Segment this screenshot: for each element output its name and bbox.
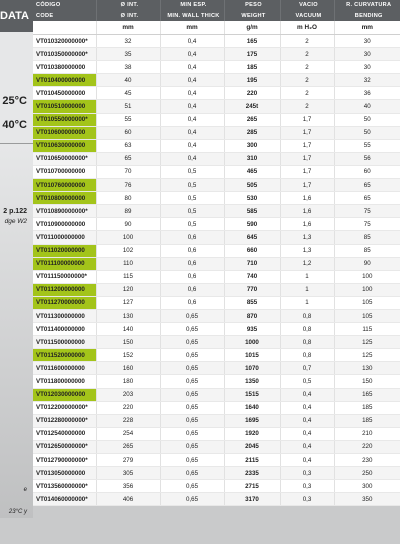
code-cell: VT010630000000 <box>33 139 96 152</box>
inner-diameter-cell: 120 <box>96 283 160 296</box>
table-row <box>33 401 400 414</box>
inner-diameter-cell: 152 <box>96 349 160 362</box>
code-cell: VT011200000000 <box>33 283 96 296</box>
wall-thickness-cell: 0,65 <box>160 401 224 414</box>
wall-thickness-cell: 0,5 <box>160 165 224 178</box>
weight-cell: 2715 <box>224 480 280 493</box>
code-cell: VT010350000000* <box>33 48 96 61</box>
wall-thickness-cell: 0,4 <box>160 126 224 139</box>
code-cell: VT011000000000 <box>33 231 96 244</box>
temperature-label-2: 40°C <box>2 119 27 131</box>
code-cell: VT010320000000* <box>33 35 96 48</box>
bending-radius-cell: 30 <box>334 61 400 74</box>
weight-cell: 165 <box>224 35 280 48</box>
bending-radius-cell: 36 <box>334 87 400 100</box>
wall-thickness-cell: 0,4 <box>160 35 224 48</box>
vacuum-cell: 0,4 <box>280 454 334 467</box>
column-header-bending-en: BENDING <box>334 11 400 22</box>
sidebar-header: DATA <box>0 0 33 32</box>
vacuum-cell: 1,7 <box>280 179 334 192</box>
bending-radius-cell: 65 <box>334 179 400 192</box>
wall-thickness-cell: 0,6 <box>160 231 224 244</box>
vacuum-cell: 0,8 <box>280 309 334 322</box>
weight-cell: 245t <box>224 100 280 113</box>
bending-radius-cell: 165 <box>334 388 400 401</box>
bending-radius-cell: 125 <box>334 349 400 362</box>
table-row <box>33 87 400 100</box>
vacuum-cell: 0,7 <box>280 362 334 375</box>
code-cell: VT012030000000 <box>33 388 96 401</box>
bending-radius-cell: 65 <box>334 192 400 205</box>
vacuum-cell: 1,7 <box>280 152 334 165</box>
sidebar-reference-note: dge W2 <box>4 218 27 225</box>
wall-thickness-cell: 0,65 <box>160 336 224 349</box>
vacuum-cell: 1,3 <box>280 231 334 244</box>
code-cell: VT010400000000 <box>33 74 96 87</box>
header-row-spanish <box>33 0 400 11</box>
vacuum-cell: 0,4 <box>280 401 334 414</box>
vacuum-cell: 1 <box>280 283 334 296</box>
code-cell: VT011020000000 <box>33 244 96 257</box>
wall-thickness-cell: 0,6 <box>160 270 224 283</box>
table-row <box>33 309 400 322</box>
inner-diameter-cell: 228 <box>96 414 160 427</box>
wall-thickness-cell: 0,4 <box>160 139 224 152</box>
weight-cell: 1350 <box>224 375 280 388</box>
weight-cell: 585 <box>224 205 280 218</box>
inner-diameter-cell: 130 <box>96 309 160 322</box>
code-cell: VT011150000000* <box>33 270 96 283</box>
vacuum-cell: 0,5 <box>280 375 334 388</box>
code-cell: VT014060000000* <box>33 493 96 506</box>
inner-diameter-cell: 45 <box>96 87 160 100</box>
sidebar-divider <box>0 143 33 144</box>
inner-diameter-cell: 63 <box>96 139 160 152</box>
code-cell: VT011500000000 <box>33 336 96 349</box>
column-header-wall: MIN ESP. <box>160 0 224 11</box>
column-header-diameter-en: Ø INT. <box>96 11 160 22</box>
unit-diameter: mm <box>96 21 160 35</box>
inner-diameter-cell: 254 <box>96 427 160 440</box>
table-row <box>33 296 400 309</box>
code-cell: VT011600000000 <box>33 362 96 375</box>
table-row <box>33 336 400 349</box>
code-cell: VT012790000000* <box>33 454 96 467</box>
weight-cell: 660 <box>224 244 280 257</box>
unit-weight: g/m <box>224 21 280 35</box>
vacuum-cell: 1,2 <box>280 257 334 270</box>
table-row <box>33 257 400 270</box>
vacuum-cell: 2 <box>280 74 334 87</box>
wall-thickness-cell: 0,4 <box>160 87 224 100</box>
bending-radius-cell: 85 <box>334 244 400 257</box>
wall-thickness-cell: 0,4 <box>160 113 224 126</box>
table-row <box>33 205 400 218</box>
wall-thickness-cell: 0,5 <box>160 205 224 218</box>
column-header-vacuum-en: VACUUM <box>280 11 334 22</box>
column-header-weight-en: WEIGHT <box>224 11 280 22</box>
bending-radius-cell: 75 <box>334 218 400 231</box>
vacuum-cell: 1,3 <box>280 244 334 257</box>
bending-radius-cell: 350 <box>334 493 400 506</box>
weight-cell: 1695 <box>224 414 280 427</box>
inner-diameter-cell: 76 <box>96 179 160 192</box>
table-row <box>33 192 400 205</box>
table-row <box>33 388 400 401</box>
weight-cell: 740 <box>224 270 280 283</box>
vacuum-cell: 1,7 <box>280 139 334 152</box>
column-header-diameter: Ø INT. <box>96 0 160 11</box>
bending-radius-cell: 150 <box>334 375 400 388</box>
vacuum-cell: 2 <box>280 87 334 100</box>
weight-cell: 1070 <box>224 362 280 375</box>
code-cell: VT012540000000 <box>33 427 96 440</box>
code-cell: VT013560000000* <box>33 480 96 493</box>
weight-cell: 185 <box>224 61 280 74</box>
wall-thickness-cell: 0,65 <box>160 480 224 493</box>
table-row <box>33 283 400 296</box>
sidebar-note-2: 23°C y <box>8 509 27 515</box>
weight-cell: 770 <box>224 283 280 296</box>
bending-radius-cell: 30 <box>334 48 400 61</box>
wall-thickness-cell: 0,65 <box>160 467 224 480</box>
inner-diameter-cell: 279 <box>96 454 160 467</box>
wall-thickness-cell: 0,6 <box>160 244 224 257</box>
column-header-bending: R. CURVATURA <box>334 0 400 11</box>
weight-cell: 645 <box>224 231 280 244</box>
weight-cell: 220 <box>224 87 280 100</box>
technical-data-table-container <box>33 0 400 506</box>
weight-cell: 710 <box>224 257 280 270</box>
vacuum-cell: 1,6 <box>280 192 334 205</box>
code-cell: VT011300000000 <box>33 309 96 322</box>
inner-diameter-cell: 127 <box>96 296 160 309</box>
table-row <box>33 231 400 244</box>
weight-cell: 3170 <box>224 493 280 506</box>
wall-thickness-cell: 0,65 <box>160 309 224 322</box>
inner-diameter-cell: 110 <box>96 257 160 270</box>
wall-thickness-cell: 0,6 <box>160 296 224 309</box>
table-row <box>33 427 400 440</box>
code-cell: VT010890000000* <box>33 205 96 218</box>
unit-vacuum: m H₂O <box>280 21 334 35</box>
bending-radius-cell: 105 <box>334 296 400 309</box>
inner-diameter-cell: 55 <box>96 113 160 126</box>
vacuum-cell: 0,3 <box>280 493 334 506</box>
vacuum-cell: 0,8 <box>280 349 334 362</box>
bending-radius-cell: 60 <box>334 165 400 178</box>
vacuum-cell: 2 <box>280 61 334 74</box>
sidebar-panel <box>0 0 33 518</box>
bending-radius-cell: 50 <box>334 126 400 139</box>
vacuum-cell: 2 <box>280 35 334 48</box>
code-cell: VT010380000000 <box>33 61 96 74</box>
inner-diameter-cell: 356 <box>96 480 160 493</box>
vacuum-cell: 0,3 <box>280 480 334 493</box>
code-cell: VT010760000000 <box>33 179 96 192</box>
inner-diameter-cell: 32 <box>96 35 160 48</box>
bending-radius-cell: 220 <box>334 440 400 453</box>
weight-cell: 590 <box>224 218 280 231</box>
vacuum-cell: 2 <box>280 100 334 113</box>
wall-thickness-cell: 0,65 <box>160 427 224 440</box>
code-cell: VT011520000000 <box>33 349 96 362</box>
table-row <box>33 454 400 467</box>
inner-diameter-cell: 100 <box>96 231 160 244</box>
code-cell: VT010900000000 <box>33 218 96 231</box>
table-row <box>33 244 400 257</box>
vacuum-cell: 0,4 <box>280 388 334 401</box>
vacuum-cell: 1,6 <box>280 205 334 218</box>
weight-cell: 870 <box>224 309 280 322</box>
weight-cell: 310 <box>224 152 280 165</box>
column-header-wall-en: MIN. WALL THICK <box>160 11 224 22</box>
column-header-code: CÓDIGO <box>33 0 96 11</box>
inner-diameter-cell: 38 <box>96 61 160 74</box>
inner-diameter-cell: 60 <box>96 126 160 139</box>
inner-diameter-cell: 80 <box>96 192 160 205</box>
inner-diameter-cell: 90 <box>96 218 160 231</box>
code-cell: VT010450000000 <box>33 87 96 100</box>
table-row <box>33 165 400 178</box>
vacuum-cell: 1,7 <box>280 165 334 178</box>
code-cell: VT010600000000 <box>33 126 96 139</box>
weight-cell: 300 <box>224 139 280 152</box>
weight-cell: 530 <box>224 192 280 205</box>
code-cell: VT011800000000 <box>33 375 96 388</box>
wall-thickness-cell: 0,65 <box>160 414 224 427</box>
wall-thickness-cell: 0,65 <box>160 454 224 467</box>
column-header-code-en: CODE <box>33 11 96 22</box>
header-row-english <box>33 11 400 22</box>
wall-thickness-cell: 0,4 <box>160 74 224 87</box>
unit-wall: mm <box>160 21 224 35</box>
code-cell: VT010550000000* <box>33 113 96 126</box>
weight-cell: 2115 <box>224 454 280 467</box>
bending-radius-cell: 185 <box>334 414 400 427</box>
wall-thickness-cell: 0,5 <box>160 192 224 205</box>
bending-radius-cell: 90 <box>334 257 400 270</box>
table-row <box>33 349 400 362</box>
vacuum-cell: 1,7 <box>280 113 334 126</box>
weight-cell: 265 <box>224 113 280 126</box>
wall-thickness-cell: 0,6 <box>160 283 224 296</box>
bending-radius-cell: 105 <box>334 309 400 322</box>
code-cell: VT011100000000 <box>33 257 96 270</box>
bending-radius-cell: 30 <box>334 35 400 48</box>
wall-thickness-cell: 0,4 <box>160 100 224 113</box>
bending-radius-cell: 300 <box>334 480 400 493</box>
table-row <box>33 467 400 480</box>
inner-diameter-cell: 115 <box>96 270 160 283</box>
wall-thickness-cell: 0,6 <box>160 257 224 270</box>
column-header-weight: PESO <box>224 0 280 11</box>
weight-cell: 2045 <box>224 440 280 453</box>
inner-diameter-cell: 40 <box>96 74 160 87</box>
inner-diameter-cell: 265 <box>96 440 160 453</box>
vacuum-cell: 0,4 <box>280 440 334 453</box>
bending-radius-cell: 100 <box>334 283 400 296</box>
wall-thickness-cell: 0,4 <box>160 152 224 165</box>
weight-cell: 855 <box>224 296 280 309</box>
bending-radius-cell: 85 <box>334 231 400 244</box>
table-row <box>33 152 400 165</box>
vacuum-cell: 0,4 <box>280 414 334 427</box>
inner-diameter-cell: 70 <box>96 165 160 178</box>
bending-radius-cell: 100 <box>334 270 400 283</box>
inner-diameter-cell: 160 <box>96 362 160 375</box>
table-row <box>33 440 400 453</box>
table-row <box>33 493 400 506</box>
weight-cell: 935 <box>224 323 280 336</box>
unit-code <box>33 21 96 35</box>
unit-bending: mm <box>334 21 400 35</box>
bending-radius-cell: 185 <box>334 401 400 414</box>
inner-diameter-cell: 51 <box>96 100 160 113</box>
vacuum-cell: 1,6 <box>280 218 334 231</box>
code-cell: VT010700000000 <box>33 165 96 178</box>
inner-diameter-cell: 203 <box>96 388 160 401</box>
wall-thickness-cell: 0,65 <box>160 388 224 401</box>
vacuum-cell: 1 <box>280 296 334 309</box>
table-row <box>33 179 400 192</box>
table-row <box>33 323 400 336</box>
wall-thickness-cell: 0,4 <box>160 48 224 61</box>
units-row <box>33 21 400 35</box>
inner-diameter-cell: 65 <box>96 152 160 165</box>
inner-diameter-cell: 220 <box>96 401 160 414</box>
vacuum-cell: 0,3 <box>280 467 334 480</box>
weight-cell: 195 <box>224 74 280 87</box>
code-cell: VT012650000000* <box>33 440 96 453</box>
bending-radius-cell: 55 <box>334 139 400 152</box>
bending-radius-cell: 32 <box>334 74 400 87</box>
table-row <box>33 218 400 231</box>
wall-thickness-cell: 0,4 <box>160 61 224 74</box>
table-row <box>33 100 400 113</box>
table-row <box>33 126 400 139</box>
weight-cell: 505 <box>224 179 280 192</box>
vacuum-cell: 1,7 <box>280 126 334 139</box>
column-header-vacuum: VACIO <box>280 0 334 11</box>
weight-cell: 1515 <box>224 388 280 401</box>
vacuum-cell: 0,4 <box>280 427 334 440</box>
weight-cell: 2335 <box>224 467 280 480</box>
inner-diameter-cell: 406 <box>96 493 160 506</box>
table-row <box>33 270 400 283</box>
bending-radius-cell: 75 <box>334 205 400 218</box>
table-row <box>33 480 400 493</box>
code-cell: VT011400000000 <box>33 323 96 336</box>
weight-cell: 1015 <box>224 349 280 362</box>
inner-diameter-cell: 102 <box>96 244 160 257</box>
vacuum-cell: 0,8 <box>280 323 334 336</box>
table-row <box>33 362 400 375</box>
weight-cell: 1000 <box>224 336 280 349</box>
bending-radius-cell: 115 <box>334 323 400 336</box>
table-row <box>33 74 400 87</box>
code-cell: VT010800000000 <box>33 192 96 205</box>
bending-radius-cell: 250 <box>334 467 400 480</box>
vacuum-cell: 0,8 <box>280 336 334 349</box>
wall-thickness-cell: 0,65 <box>160 493 224 506</box>
wall-thickness-cell: 0,65 <box>160 440 224 453</box>
weight-cell: 1920 <box>224 427 280 440</box>
wall-thickness-cell: 0,65 <box>160 375 224 388</box>
table-row <box>33 414 400 427</box>
wall-thickness-cell: 0,65 <box>160 349 224 362</box>
code-cell: VT012200000000* <box>33 401 96 414</box>
bending-radius-cell: 210 <box>334 427 400 440</box>
inner-diameter-cell: 35 <box>96 48 160 61</box>
inner-diameter-cell: 89 <box>96 205 160 218</box>
bending-radius-cell: 125 <box>334 336 400 349</box>
inner-diameter-cell: 140 <box>96 323 160 336</box>
bending-radius-cell: 130 <box>334 362 400 375</box>
weight-cell: 175 <box>224 48 280 61</box>
inner-diameter-cell: 305 <box>96 467 160 480</box>
sidebar-reference: 2 p.122 <box>3 208 27 215</box>
wall-thickness-cell: 0,65 <box>160 362 224 375</box>
weight-cell: 465 <box>224 165 280 178</box>
wall-thickness-cell: 0,65 <box>160 323 224 336</box>
table-row <box>33 48 400 61</box>
sidebar-note-1: e <box>23 487 27 493</box>
page-footer-band <box>0 518 400 544</box>
weight-cell: 1640 <box>224 401 280 414</box>
table-row <box>33 35 400 48</box>
bending-radius-cell: 56 <box>334 152 400 165</box>
table-row <box>33 375 400 388</box>
code-cell: VT010510000000 <box>33 100 96 113</box>
code-cell: VT011270000000 <box>33 296 96 309</box>
weight-cell: 285 <box>224 126 280 139</box>
table-row <box>33 139 400 152</box>
wall-thickness-cell: 0,5 <box>160 179 224 192</box>
code-cell: VT010650000000* <box>33 152 96 165</box>
inner-diameter-cell: 180 <box>96 375 160 388</box>
code-cell: VT013050000000 <box>33 467 96 480</box>
table-row <box>33 61 400 74</box>
table-row <box>33 113 400 126</box>
bending-radius-cell: 230 <box>334 454 400 467</box>
wall-thickness-cell: 0,5 <box>160 218 224 231</box>
technical-data-table <box>33 0 400 506</box>
inner-diameter-cell: 150 <box>96 336 160 349</box>
vacuum-cell: 2 <box>280 48 334 61</box>
temperature-label-1: 25°C <box>2 95 27 107</box>
bending-radius-cell: 40 <box>334 100 400 113</box>
vacuum-cell: 1 <box>280 270 334 283</box>
code-cell: VT012280000000* <box>33 414 96 427</box>
bending-radius-cell: 50 <box>334 113 400 126</box>
